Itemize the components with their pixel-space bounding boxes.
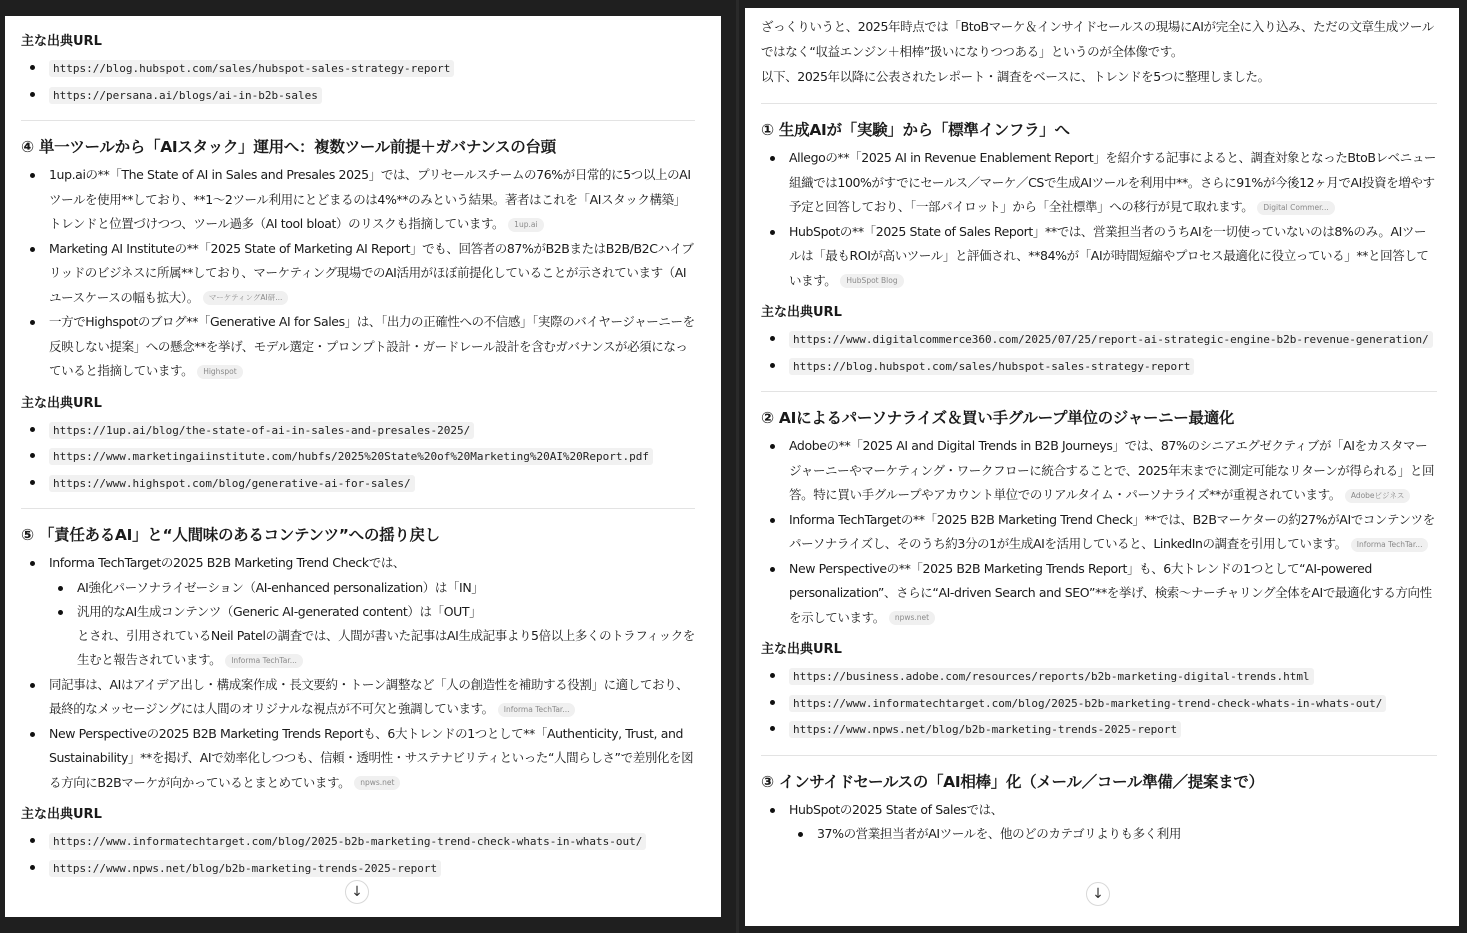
bullet-text: New Perspectiveの2025 B2B Marketing Trends Reportも、6大トレンドの1つとして**「Authenticity, Trust, and Sustainability」**を掲げ、AIで効率化しつつも、信頼・透明性・サステナビリティといった“人間らしさ”で差別化を図る方向にB2Bマーケが向かっているとまとめています。 <box>49 725 694 790</box>
list-item <box>761 690 1437 717</box>
continuation-text <box>21 624 695 673</box>
list-item <box>21 417 695 444</box>
source-url[interactable]: https://www.npws.net/blog/b2b-marketing-trends-2025-report <box>789 721 1181 738</box>
list-item <box>761 557 1437 631</box>
source-url[interactable]: https://www.highspot.com/blog/generative-ai-for-sales/ <box>49 475 415 492</box>
bullet-text: とされ、引用されているNeil Patelの調査では、人間が書いた記事はAI生成記事より5倍以上多くのトラフィックを生むと報告されています。 <box>77 627 695 667</box>
list-item <box>21 551 695 624</box>
section-heading: ① 生成AIが「実験」から「標準インフラ」へ <box>761 121 1070 139</box>
source-chip[interactable]: npws.net <box>354 776 400 790</box>
source-chip[interactable]: npws.net <box>889 611 935 625</box>
bullet-text: New Perspectiveの**「2025 B2B Marketing Trends Report」も、6大トレンドの1つとして“AI-powered personalization”、さらに“AI-driven Search and SEO”**を挙げ、検索〜ナーチャリング全体をAIで最適化する方向性を示しています。 <box>789 560 1432 625</box>
sources-label: 主な出典URL <box>21 395 102 411</box>
source-url-list <box>761 663 1437 743</box>
list-item <box>21 828 695 855</box>
source-chip[interactable]: マーケティングAI研... <box>203 291 289 305</box>
bullet-list <box>21 673 695 796</box>
source-chip[interactable]: 1up.ai <box>508 218 543 232</box>
bullet-text: HubSpotの2025 State of Salesでは、 <box>789 801 1003 817</box>
source-url[interactable]: https://www.npws.net/blog/b2b-marketing-trends-2025-report <box>49 860 441 877</box>
bullet-text: 一方でHighspotのブログ**「Generative AI for Sales」は、「出力の正確性への不信感」「実際のバイヤージャーニーを反映しない提案」への懸念**を挙げ、モデル選定・プロンプト設計・ガードレール設計を含むガバナンスが必須になっていると指摘しています。 <box>49 314 695 378</box>
left-chat-panel <box>5 16 721 917</box>
bullet-list <box>761 798 1437 847</box>
source-url[interactable]: https://www.informatechtarget.com/blog/2025-b2b-marketing-trend-check-whats-in-whats-out/ <box>789 695 1386 712</box>
bullet-text: Allegoの**「2025 AI in Revenue Enablement Report」を紹介する記事によると、調査対象となったBtoBレベニュー組織では100%がすでにセールス／マーケ／CSで生成AIツールを利用中**。さらに91%が今後12ヶ月でAI投資を増やす予定と回答しており、「一部パイロット」から「全社標準」への移行が見て取れます。 <box>789 150 1437 214</box>
source-url-list <box>761 326 1437 379</box>
paragraph: 以下、2025年以降に公表されたレポート・調査をベースに、トレンドを5つに整理しました。 <box>761 69 1270 84</box>
section-heading: ⑤ 「責任あるAI」と“人間味のあるコンテンツ”への揺り戻し <box>21 526 440 544</box>
list-item <box>21 310 695 384</box>
paragraph: ざっくりいうと、2025年時点では「BtoBマーケ＆インサイドセールスの現場にAIが完全に入り込み、ただの文章生成ツールではなく“収益エンジン＋相棒”扱いになりつつある」というのが全体像です。 <box>761 19 1434 59</box>
bullet-list <box>21 163 695 384</box>
list-item <box>21 722 695 796</box>
source-url[interactable]: https://www.marketingaiinstitute.com/hubfs/2025%20State%20of%20Marketing%20AI%20Report.pdf <box>49 448 653 465</box>
source-chip[interactable]: HubSpot Blog <box>840 274 903 288</box>
sub-bullet-list <box>49 576 695 624</box>
list-item <box>21 55 695 82</box>
section-divider <box>761 103 1437 104</box>
bullet-text: 1up.aiの**「The State of AI in Sales and Presales 2025」では、プリセールスチームの76%が日常的に5つ以上のAIツールを使用**しており、**1〜2ツール利用にとどまるのは4%**のみという結果。著者はこれを「AIスタック構築」トレンドと位置づけつつ、ツール過多（AI tool bloat）のリスクも指摘しています。 <box>49 167 691 231</box>
list-item <box>761 326 1437 353</box>
bullet-list <box>21 551 695 624</box>
right-chat-panel <box>745 8 1459 926</box>
bullet-text: Adobeの**「2025 AI and Digital Trends in B2B Journeys」では、87%のシニアエグゼクティブが「AIをカスタマージャーニーやマーケティング・ワークフローに統合することで、2025年末までに測定可能なリターンが得られる」と回答。特に買い手グループやアカウント単位でのリアルタイム・パーソナライズ**が重視されています。 <box>789 438 1435 502</box>
bullet-text: 同記事は、AIはアイデア出し・構成案作成・長文要約・トーン調整など「人の創造性を補助する役割」に適しており、最終的なメッセージングには人間のオリジナルな視点が不可欠と強調しています。 <box>49 676 689 716</box>
section-heading: ④ 単一ツールから「AIスタック」運用へ：複数ツール前提＋ガバナンスの台頭 <box>21 138 556 156</box>
source-url[interactable]: https://www.digitalcommerce360.com/2025/07/25/report-ai-strategic-engine-b2b-revenue-generation/ <box>789 331 1433 348</box>
arrow-down-icon[interactable]: ↓ <box>345 880 369 904</box>
list-item <box>761 798 1437 847</box>
source-url[interactable]: https://blog.hubspot.com/sales/hubspot-sales-strategy-report <box>789 358 1194 375</box>
list-item: 37%の営業担当者がAIツールを、他のどのカテゴリよりも多く利用 <box>789 822 1437 846</box>
sources-label: 主な出典URL <box>21 34 102 49</box>
list-item <box>761 434 1437 508</box>
section-divider <box>21 120 695 121</box>
list-item <box>761 220 1437 294</box>
source-chip[interactable]: Adobeビジネス <box>1345 489 1411 503</box>
intro-text <box>761 14 1437 89</box>
list-item <box>21 163 695 237</box>
list-item <box>21 82 695 109</box>
section-heading: ② AIによるパーソナライズ＆買い手グループ単位のジャーニー最適化 <box>761 409 1235 427</box>
source-url[interactable]: https://1up.ai/blog/the-state-of-ai-in-sales-and-presales-2025/ <box>49 422 474 439</box>
list-item <box>761 663 1437 690</box>
section-divider <box>761 755 1437 756</box>
source-url[interactable]: https://business.adobe.com/resources/reports/b2b-marketing-digital-trends.html <box>789 668 1314 685</box>
source-chip[interactable]: Informa TechTar... <box>1351 538 1429 552</box>
source-url-list <box>21 828 695 881</box>
list-item <box>21 673 695 722</box>
bullet-list <box>761 146 1437 293</box>
source-chip[interactable]: Highspot <box>197 365 242 379</box>
sources-label: 主な出典URL <box>21 807 102 822</box>
list-item <box>761 716 1437 743</box>
list-item: 汎用的なAI生成コンテンツ（Generic AI-generated content）は「OUT」 <box>49 600 695 624</box>
panel-divider <box>736 0 739 933</box>
bullet-list <box>761 434 1437 630</box>
bullet-text: Informa TechTargetの2025 B2B Marketing Trend Checkでは、 <box>49 555 406 570</box>
list-item <box>761 146 1437 220</box>
source-chip[interactable]: Informa TechTar... <box>498 703 576 717</box>
list-item <box>21 470 695 497</box>
bullet-text: Marketing AI Instituteの**「2025 State of Marketing AI Report」でも、回答者の87%がB2BまたはB2B/B2Cハイブリッドのビジネスに所属**しており、マーケティング現場でのAI活用がほぼ前提化していることが示されています（AIユースケースの幅も拡大）。 <box>49 240 694 305</box>
section-heading: ③ インサイドセールスの「AI相棒」化（メール／コール準備／提案まで） <box>761 772 1264 791</box>
list-item: AI強化パーソナライゼーション（AI-enhanced personalization）は「IN」 <box>49 576 695 600</box>
sources-label: 主な出典URL <box>761 642 842 657</box>
source-url-list <box>21 55 695 108</box>
source-chip[interactable]: Digital Commer... <box>1257 201 1334 215</box>
list-item <box>21 237 695 311</box>
sources-label: 主な出典URL <box>761 305 842 320</box>
source-url[interactable]: https://blog.hubspot.com/sales/hubspot-sales-strategy-report <box>49 60 454 77</box>
list-item <box>21 855 695 882</box>
source-url[interactable]: https://www.informatechtarget.com/blog/2025-b2b-marketing-trend-check-whats-in-whats-out/ <box>49 833 646 850</box>
list-item <box>761 353 1437 380</box>
bullet-text: Informa TechTargetの**「2025 B2B Marketing Trend Check」**では、B2Bマーケターの約27%がAIでコンテンツをパーソナライズし、そのうち約3分の1が生成AIを活用していると、LinkedInの調査を引用しています。 <box>789 511 1435 551</box>
source-url[interactable]: https://persana.ai/blogs/ai-in-b2b-sales <box>49 87 322 104</box>
bullet-text: HubSpotの**「2025 State of Sales Report」**では、営業担当者のうちAIを一切使っていないのは8%のみ。AIツールは「最もROIが高いツール」と評価され、**84%が「AIが時間短縮やプロセス最適化に役立っている」**と回答しています。 <box>789 223 1429 288</box>
source-url-list <box>21 417 695 497</box>
section-divider <box>21 508 695 509</box>
sub-bullet-list <box>789 822 1437 846</box>
arrow-down-icon[interactable]: ↓ <box>1086 882 1110 906</box>
source-chip[interactable]: Informa TechTar... <box>225 654 303 668</box>
list-item <box>761 508 1437 557</box>
list-item <box>21 443 695 470</box>
section-divider <box>761 391 1437 392</box>
